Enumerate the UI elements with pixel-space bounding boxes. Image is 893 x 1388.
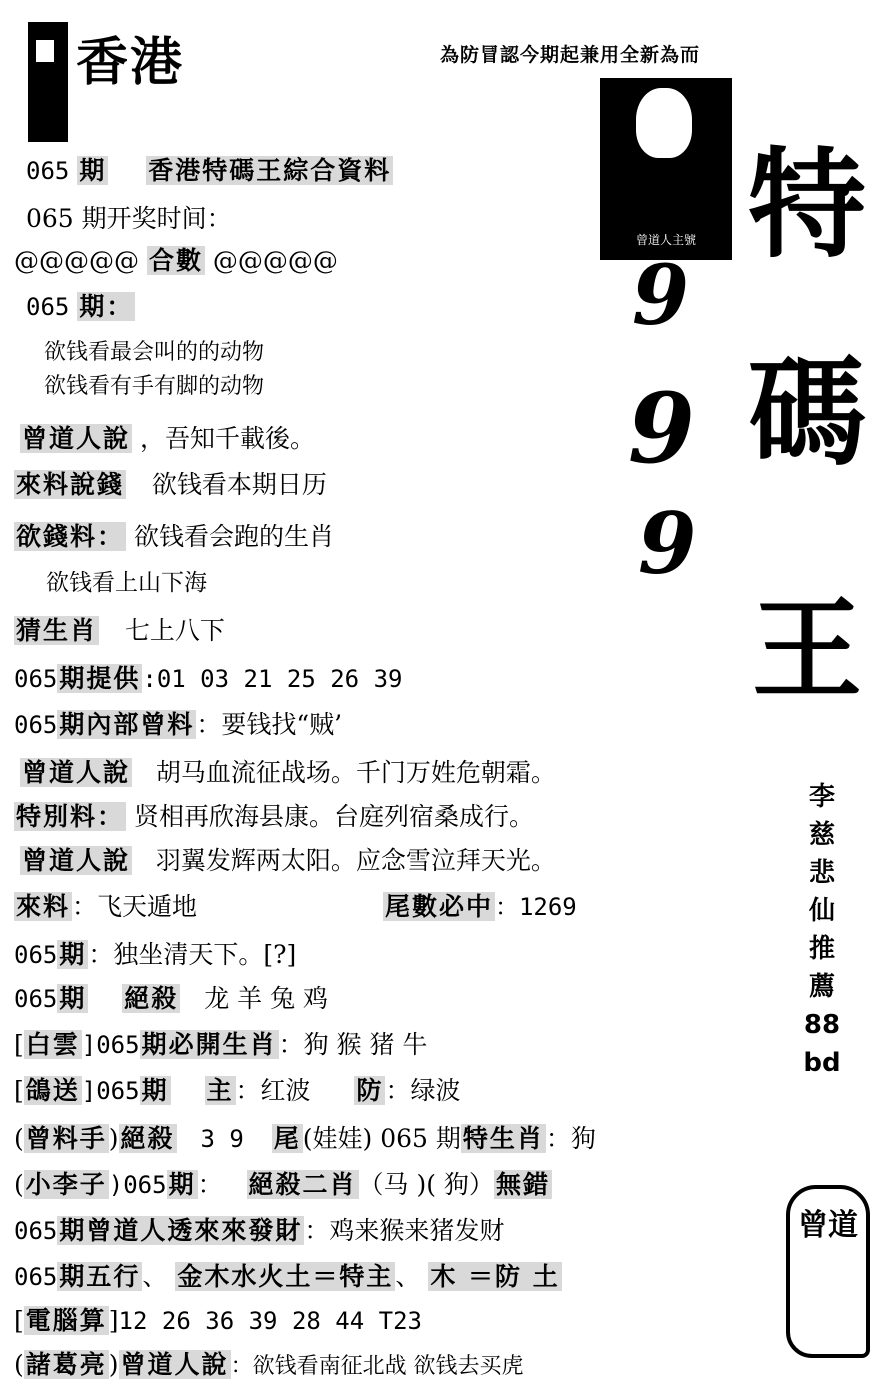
line-zhugeliang	[14, 1350, 524, 1382]
line-yuqian	[14, 522, 334, 552]
highlight: 曾料手	[25, 1124, 107, 1153]
line-xiaolizi	[14, 1170, 552, 1200]
line-clue-1: 欲钱看最会叫的的动物	[44, 340, 265, 365]
highlight: 小李子	[25, 1170, 107, 1199]
line-text: (娃娃) 065 期	[302, 1124, 461, 1153]
doc-title: 香港特碼王綜合資料	[148, 156, 392, 185]
vertical-text: 李慈悲仙推薦88bd	[803, 782, 841, 1078]
line-text: ，吾知千載後。	[139, 424, 315, 453]
nine-3: 9	[638, 494, 697, 593]
line-facai	[14, 1216, 504, 1246]
highlight: 曾道人說	[22, 846, 131, 875]
line-text: ：	[197, 1170, 223, 1199]
seal-stamp	[786, 1185, 870, 1358]
highlight: 白雲	[25, 1030, 80, 1059]
line-sum	[14, 246, 338, 276]
big-char-te: 特	[748, 136, 867, 274]
line-provided-numbers	[14, 664, 402, 694]
highlight: 金木水火土＝特主	[177, 1262, 394, 1291]
line-baiyun	[14, 1030, 427, 1060]
highlight: 無錯	[495, 1170, 550, 1199]
line-text: 七上八下	[124, 616, 225, 645]
highlight: 期	[59, 940, 87, 969]
bracket: (	[14, 1124, 24, 1153]
highlight: 期曾道人透來來發財	[59, 1216, 303, 1245]
highlight: 特生肖	[462, 1124, 544, 1153]
line-gesong	[14, 1076, 460, 1106]
highlight: 期：	[79, 292, 134, 321]
line-text: 龙 羊 兔 鸡	[204, 984, 329, 1013]
numbers: 3 9	[200, 1125, 244, 1153]
highlight: 合數	[148, 246, 203, 275]
logo-block	[28, 22, 68, 142]
line-text: 、	[142, 1262, 168, 1291]
line-text: ：飞天遁地	[72, 892, 198, 921]
line-text: 胡马血流征战场。千门万姓危朝霜。	[155, 758, 556, 787]
highlight: 曾道人說	[22, 424, 131, 453]
line-poem-1	[20, 758, 556, 788]
highlight: 曾道人說	[22, 758, 131, 787]
line-laoliao	[14, 470, 327, 500]
highlight: 期	[79, 156, 107, 185]
seal-text: 曾道	[798, 1208, 858, 1243]
highlight: 主	[206, 1076, 234, 1105]
line-text: ：要钱找“贼’	[196, 710, 343, 739]
line-kill-zodiac	[14, 984, 328, 1014]
line-poem-3	[20, 846, 556, 876]
line-text: ：红波	[235, 1076, 311, 1105]
line-text: 、	[395, 1262, 421, 1291]
period-number: 065	[14, 985, 58, 1013]
portrait-head-shape	[636, 88, 692, 158]
period-number: 065	[14, 1217, 58, 1245]
bracket: (	[14, 1350, 24, 1379]
period-number: )065	[108, 1171, 167, 1199]
bracket: [	[14, 1306, 24, 1335]
highlight: 木 ＝防 土	[430, 1262, 560, 1291]
line-title	[26, 156, 393, 186]
period-number: ]065	[81, 1077, 140, 1105]
line-tail-number	[14, 892, 577, 922]
highlight: 來料	[16, 892, 71, 921]
highlight: 防	[356, 1076, 384, 1105]
placeholder-right: @@@@@	[212, 246, 338, 275]
highlight: 猜生肖	[16, 616, 98, 645]
line-zeng-1	[20, 424, 315, 454]
highlight: 絕殺二肖	[248, 1170, 357, 1199]
numbers: :01 03 21 25 26 39	[142, 665, 403, 693]
nine-1: 9	[632, 248, 690, 344]
highlight: 來料說錢	[16, 470, 125, 499]
highlight: 曾道人說	[120, 1350, 229, 1379]
line-text: ：绿波	[385, 1076, 461, 1105]
period-number: 065	[14, 665, 58, 693]
bracket: ]	[108, 1306, 119, 1335]
line-text: 贤相再欣海县康。台庭列宿桑成行。	[133, 802, 534, 831]
bracket: [	[14, 1030, 24, 1059]
bracket: (	[14, 1170, 24, 1199]
highlight: 絕殺	[124, 984, 179, 1013]
highlight: 期必開生肖	[141, 1030, 277, 1059]
period-number: 065	[14, 711, 58, 739]
line-text: ：狗	[545, 1124, 596, 1153]
line-text: ：狗 猴 猪 牛	[278, 1030, 428, 1059]
period-number: 065	[14, 1263, 58, 1291]
line-text: ：独坐清天下。[?]	[88, 940, 297, 969]
portrait-image	[600, 78, 732, 260]
highlight: 諸葛亮	[25, 1350, 107, 1379]
big-char-wang: 王	[752, 586, 862, 714]
header-slogan: 為防冒認今期起兼用全新為而	[440, 44, 701, 66]
header-title: 香港	[76, 33, 185, 93]
line-period	[26, 292, 135, 322]
line-text: （马 )( 狗）	[358, 1170, 494, 1199]
highlight: 電腦算	[25, 1306, 107, 1335]
nine-2: 9	[628, 372, 695, 485]
highlight: 期	[59, 984, 87, 1013]
highlight: 期	[141, 1076, 169, 1105]
highlight: 期提供	[59, 664, 141, 693]
highlight: 期	[168, 1170, 196, 1199]
highlight: 特別料：	[16, 802, 125, 831]
highlight: 絕殺	[120, 1124, 175, 1153]
highlight: 期內部曾料	[59, 710, 195, 739]
line-cengliaoshou	[14, 1124, 596, 1154]
line-shanhai: 欲钱看上山下海	[46, 570, 207, 596]
line-text: ：欲钱看南征北战 欲钱去买虎	[230, 1354, 524, 1379]
tail-numbers: ：1269	[494, 893, 577, 921]
line-guess-zodiac	[14, 616, 225, 646]
highlight: 欲錢料：	[16, 522, 125, 551]
period-number: ]065	[81, 1031, 140, 1059]
line-draw-time: 065 期开奖时间：	[26, 204, 232, 233]
line-wuxing	[14, 1262, 562, 1292]
line-poem-2	[14, 802, 534, 832]
period-number: 065	[26, 157, 70, 185]
highlight: 鴿送	[25, 1076, 80, 1105]
highlight: 尾數必中	[384, 892, 493, 921]
line-text: 欲钱看会跑的生肖	[133, 522, 334, 551]
big-char-ma: 碼	[748, 344, 867, 482]
line-computer	[14, 1306, 422, 1336]
placeholder-left: @@@@@	[14, 246, 139, 275]
line-text: ：鸡来猴来猪发财	[304, 1216, 505, 1245]
period-number: 065	[14, 941, 58, 969]
highlight: 尾	[273, 1124, 301, 1153]
bracket: )	[108, 1124, 119, 1153]
line-internal	[14, 710, 342, 740]
line-clue-2: 欲钱看有手有脚的动物	[44, 374, 265, 399]
line-text: 羽翼发辉两太阳。应念雪泣拜天光。	[155, 846, 556, 875]
portrait-caption: 曾道人主號	[635, 233, 696, 247]
highlight: 期五行	[59, 1262, 141, 1291]
line-solo	[14, 940, 296, 970]
bracket: [	[14, 1076, 24, 1105]
period-number: 065	[26, 293, 70, 321]
bracket: )	[108, 1350, 119, 1379]
line-text: 欲钱看本期日历	[151, 470, 327, 499]
numbers: 12 26 36 39 28 44 T23	[118, 1307, 422, 1335]
